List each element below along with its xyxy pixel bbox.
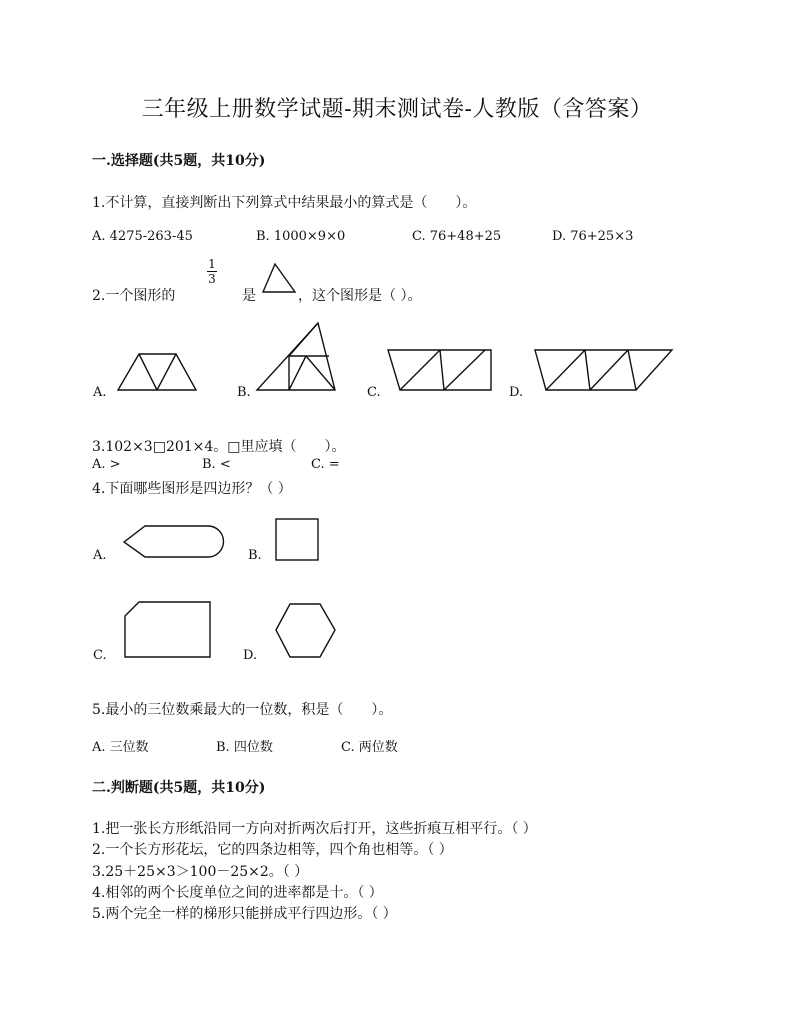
fraction-numerator: 1 (208, 257, 216, 271)
q1-option-a[interactable]: A. 4275-263-45 (92, 229, 193, 244)
question-3: 3.102×3□201×4。□里应填（ ）。 (92, 439, 346, 455)
q5-option-a[interactable]: A. 三位数 (92, 740, 149, 755)
question-1: 1.不计算，直接判断出下列算式中结果最小的算式是（ ）。 (92, 195, 477, 211)
fraction-denominator: 3 (208, 272, 216, 286)
q2-option-a-label[interactable]: A. (93, 385, 107, 400)
figure-b-square (276, 519, 318, 560)
q2-option-c-label[interactable]: C. (367, 385, 381, 400)
judgement-item: 1.把一张长方形纸沿同一方向对折两次后打开，这些折痕互相平行。（ ） (92, 821, 537, 837)
judgement-item: 2.一个长方形花坛，它的四条边相等，四个角也相等。（ ） (92, 842, 453, 858)
judgement-item: 3.25＋25×3＞100－25×2。（ ） (92, 864, 309, 880)
section-heading-judgement: 二.判断题(共5题，共10分) (92, 780, 266, 796)
figure-d-hexagon (276, 604, 335, 657)
question-4: 4.下面哪些图形是四边形？（ ） (92, 481, 292, 497)
q4-option-a-label[interactable]: A. (93, 548, 107, 563)
q3-option-c[interactable]: C. = (311, 457, 340, 472)
q1-option-c[interactable]: C. 76+48+25 (412, 229, 502, 244)
q2-option-b-label[interactable]: B. (237, 385, 251, 400)
q4-option-d-label[interactable]: D. (243, 648, 258, 663)
figure-a-arrow-shape (124, 526, 224, 557)
judgement-item: 5.两个完全一样的梯形只能拼成平行四边形。（ ） (92, 906, 397, 922)
q2-option-d-label[interactable]: D. (509, 385, 524, 400)
q4-option-c-label[interactable]: C. (93, 648, 107, 663)
q3-option-a[interactable]: A. > (92, 457, 121, 472)
q5-option-c[interactable]: C. 两位数 (341, 740, 398, 755)
q1-option-d[interactable]: D. 76+25×3 (552, 229, 634, 244)
q3-option-b[interactable]: B. < (202, 457, 231, 472)
judgement-item: 4.相邻的两个长度单位之间的进率都是十。（ ） (92, 885, 383, 901)
question-2-text-middle: 是 (242, 288, 256, 304)
q1-option-b[interactable]: B. 1000×9×0 (256, 229, 346, 244)
question-2-text-after: ，这个图形是（ ）。 (298, 288, 422, 304)
question-5: 5.最小的三位数乘最大的一位数，积是（ ）。 (92, 702, 393, 718)
q5-option-b[interactable]: B. 四位数 (216, 740, 273, 755)
figure-c-pentagon (125, 602, 210, 657)
q4-option-b-label[interactable]: B. (248, 548, 262, 563)
question-2-text-before: 2.一个图形的 (92, 288, 176, 304)
page-title: 三年级上册数学试题-期末测试卷-人教版（含答案） (141, 97, 653, 122)
section-heading-choice: 一.选择题(共5题，共10分) (92, 153, 266, 169)
